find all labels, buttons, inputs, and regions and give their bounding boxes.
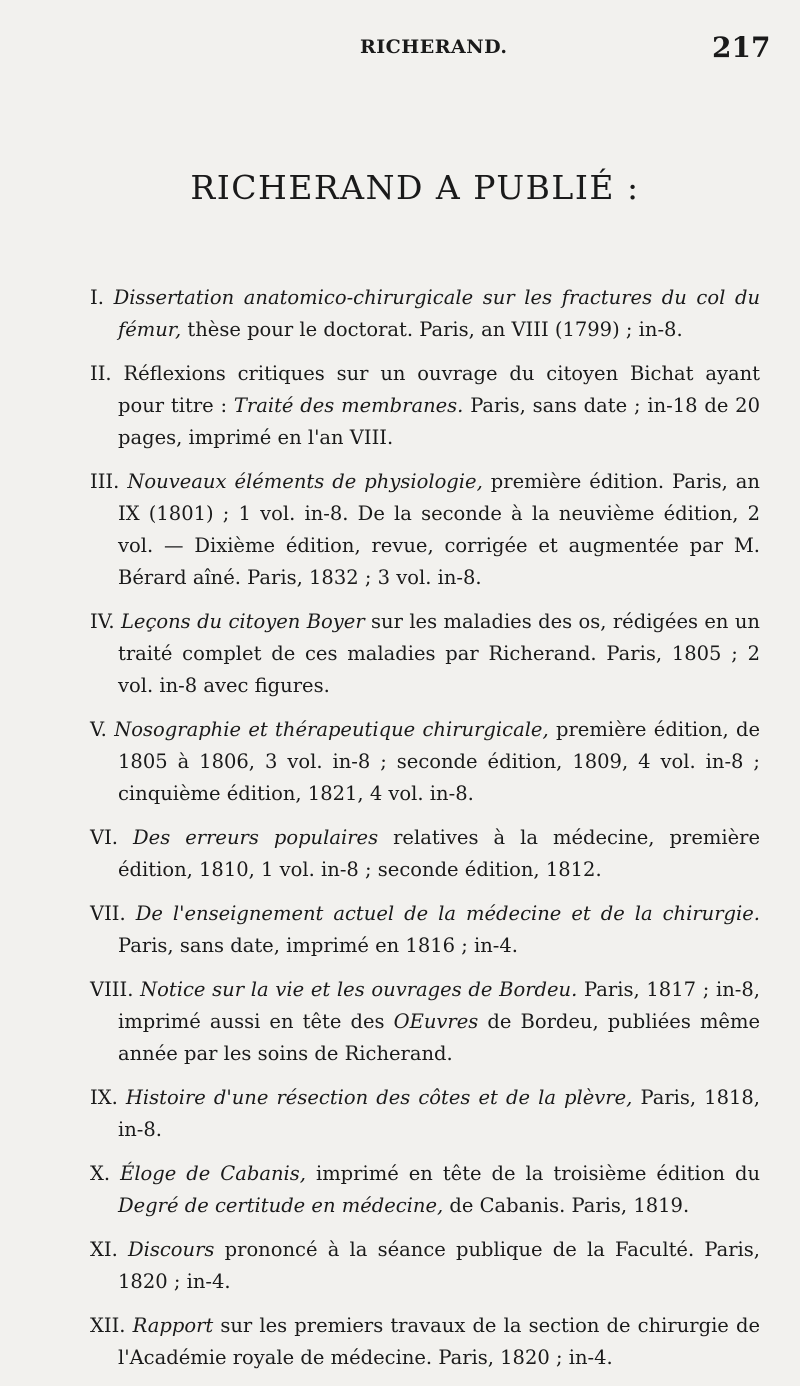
entry-title: Leçons du citoyen Boyer: [120, 610, 365, 633]
entry-text: première édition. Paris, an IX (1801) ; 1 vol. in-8. De la seconde à la neuvième édition, 2 vol. — Dixième édition, revue, corrigée et augmentée par M. Bérard aîné. Paris, 1832 ; 3 vol. in-8.: [118, 470, 760, 589]
entry-text: thèse pour le doctorat. Paris, an VIII (1799) ; in-8.: [181, 318, 683, 341]
list-item: [90, 974, 760, 1070]
entry-title: Nosographie et thérapeutique chirurgicale,: [114, 718, 549, 741]
list-item: [90, 606, 760, 702]
entry-title: Notice sur la vie et les ouvrages de Bordeu.: [140, 978, 578, 1001]
entry-number: I.: [90, 286, 104, 309]
entry-title: De l'enseignement actuel de la médecine et de la chirurgie.: [135, 902, 761, 925]
entry-text: relatives à la médecine, première édition, 1810, 1 vol. in-8 ; seconde édition, 1812.: [118, 826, 761, 881]
entry-title: Rapport: [132, 1314, 214, 1337]
list-item: [90, 1234, 760, 1298]
list-item: [90, 822, 760, 886]
entry-title: Dissertation anatomico-chirurgicale sur les fractures du col du fémur,: [113, 286, 761, 341]
entry-text: Paris, 1817 ; in-8, imprimé aussi en tête des: [118, 978, 760, 1033]
list-item: [90, 1310, 760, 1374]
entry-text: première édition, de 1805 à 1806, 3 vol. in-8 ; seconde édition, 1809, 4 vol. in-8 ; cinquième édition, 1821, 4 vol. in-8.: [118, 718, 760, 805]
entry-number: VII.: [90, 902, 126, 925]
entry-title: Traité des membranes.: [233, 394, 464, 417]
entry-number: IX.: [90, 1086, 118, 1109]
entry-title: Éloge de Cabanis,: [120, 1162, 306, 1185]
entry-text: Paris, sans date ; in-18 de 20 pages, imprimé en l'an VIII.: [118, 394, 760, 449]
list-item: [90, 466, 760, 594]
list-item: [90, 358, 760, 454]
bibliography-list: [90, 282, 760, 1386]
entry-number: III.: [90, 470, 120, 493]
entry-number: IV.: [90, 610, 115, 633]
entry-text: Réflexions critiques sur un ouvrage du citoyen Bichat ayant pour titre :: [118, 362, 760, 417]
entry-number: II.: [90, 362, 112, 385]
entry-number: VIII.: [90, 978, 134, 1001]
entry-title: OEuvres: [393, 1010, 479, 1033]
list-item: [90, 898, 760, 962]
list-item: [90, 1158, 760, 1222]
entry-text: de Bordeu, publiées même année par les soins de Richerand.: [118, 1010, 761, 1065]
list-item: [90, 714, 760, 810]
entry-number: XII.: [90, 1314, 126, 1337]
entry-text: Paris, 1818, in-8.: [118, 1086, 761, 1141]
entry-title: Discours: [128, 1238, 215, 1261]
page-title: RICHERAND A PUBLIÉ :: [190, 168, 640, 207]
entry-text: sur les premiers travaux de la section de chirurgie de l'Académie royale de médecine. Paris, 1820 ; in-4.: [118, 1314, 760, 1369]
entry-number: X.: [90, 1162, 111, 1185]
entry-text: sur les maladies des os, rédigées en un traité complet de ces maladies par Richerand. Paris, 1805 ; 2 vol. in-8 avec figures.: [118, 610, 760, 697]
entry-text: prononcé à la séance publique de la Faculté. Paris, 1820 ; in-4.: [118, 1238, 760, 1293]
entry-text: Paris, sans date, imprimé en 1816 ; in-4.: [118, 934, 518, 957]
entry-title: Nouveaux éléments de physiologie,: [127, 470, 483, 493]
entry-title: Des erreurs populaires: [133, 826, 379, 849]
entry-number: VI.: [90, 826, 118, 849]
running-head: RICHERAND.: [360, 36, 508, 58]
list-item: [90, 282, 760, 346]
entry-text: imprimé en tête de la troisième édition du: [305, 1162, 760, 1185]
entry-title: Histoire d'une résection des côtes et de la plèvre,: [125, 1086, 633, 1109]
entry-text: de Cabanis. Paris, 1819.: [443, 1194, 690, 1217]
entry-title: Degré de certitude en médecine,: [118, 1194, 444, 1217]
entry-number: V.: [90, 718, 107, 741]
entry-number: XI.: [90, 1238, 118, 1261]
page-number: 217: [712, 31, 771, 64]
list-item: [90, 1082, 760, 1146]
